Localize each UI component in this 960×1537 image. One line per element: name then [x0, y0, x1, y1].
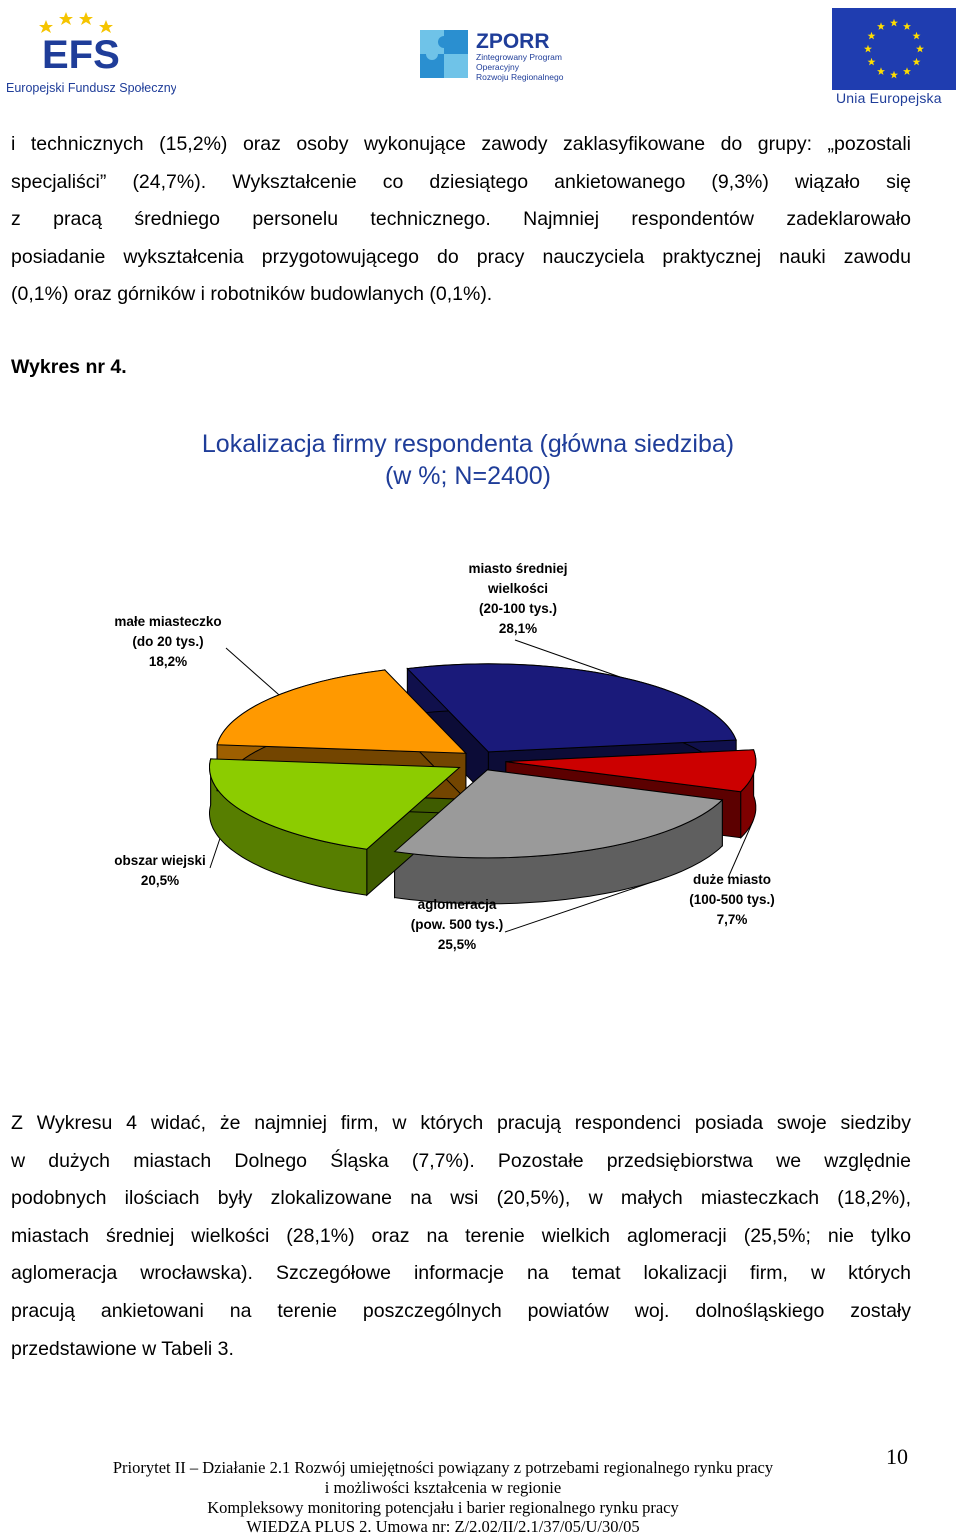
pie-chart — [0, 540, 960, 970]
efs-logo-text: EFS — [42, 33, 120, 77]
eu-flag-icon — [832, 8, 956, 90]
slice-label-duze-miasto — [672, 870, 792, 930]
slice-value-label: 7,7% — [716, 912, 748, 927]
eu-logo — [832, 8, 956, 108]
slice-label-line: miasto średniej — [468, 561, 568, 576]
paragraph-1-line: (0,1%) oraz górników i robotników budowlanych (0,1%). — [11, 283, 493, 306]
footer-line: WIEDZA PLUS 2. Umowa nr: Z/2.02/II/2.1/37/05/U/30/05 — [246, 1517, 640, 1536]
chart-title-block — [0, 428, 936, 492]
slice-label-line: (pow. 500 tys.) — [410, 917, 504, 932]
slice-value-label: 20,5% — [140, 873, 180, 888]
zporr-logo-text: ZPORR — [476, 30, 550, 53]
page-header — [0, 0, 960, 115]
slice-label-line: aglomeracja — [417, 897, 497, 912]
slice-label-obszar-wiejski — [100, 851, 220, 891]
slice-label-line: obszar wiejski — [114, 853, 206, 868]
page-number: 10 — [886, 1444, 908, 1469]
slice-label-line: małe miasteczko — [114, 614, 222, 629]
zporr-caption-2: Operacyjny — [476, 62, 519, 72]
paragraph-2 — [11, 1105, 911, 1368]
footer-line: Priorytet II – Działanie 2.1 Rozwój umiejętności powiązany z potrzebami regionalnego rynku pracy — [112, 1458, 774, 1477]
paragraph-1-line: posiadanie wykształcenia przygotowującego do pracy nauczyciela praktycznej nauki zawodu — [11, 245, 911, 268]
chart-title: Lokalizacja firmy respondenta (główna siedziba) — [201, 430, 735, 458]
slice-label-line: (100-500 tys.) — [689, 892, 775, 907]
footer-line: i możliwości kształcenia w regionie — [324, 1478, 562, 1497]
pie-leader-line — [226, 648, 279, 695]
figure-label: Wykres nr 4. — [11, 356, 127, 378]
slice-label-line: (20-100 tys.) — [478, 601, 558, 616]
slice-label-male-miasteczko — [108, 612, 228, 672]
slice-label-line: (do 20 tys.) — [132, 634, 204, 649]
paragraph-2-line: w dużych miastach Dolnego Śląska (7,7%). Pozostałe przedsiębiorstwa we względnie — [11, 1149, 911, 1172]
paragraph-2-line: przedstawione w Tabeli 3. — [11, 1337, 234, 1360]
paragraph-2-line: miastach średniej wielkości (28,1%) oraz na terenie wielkich aglomeracji (25,5%; nie tylko — [11, 1224, 911, 1247]
slice-value-label: 25,5% — [437, 937, 477, 952]
paragraph-1 — [11, 126, 911, 314]
efs-logo — [6, 6, 176, 98]
zporr-caption-3: Rozwoju Regionalnego — [476, 72, 564, 82]
slice-label-miasto-srednie — [458, 559, 578, 639]
slice-label-line: wielkości — [487, 581, 549, 596]
paragraph-1-line: z pracą średniego personelu technicznego. Najmniej respondentów zadeklarowało — [11, 208, 911, 231]
slice-label-aglomeracja — [398, 895, 516, 955]
zporr-caption-1: Zintegrowany Program — [476, 52, 562, 62]
paragraph-2-line: pracują ankietowani na terenie poszczególnych powiatów woj. dolnośląskiego zostały — [11, 1299, 911, 1322]
paragraph-2-line: podobnych ilościach były zlokalizowane na wsi (20,5%), w małych miasteczkach (18,2%), — [11, 1187, 911, 1210]
paragraph-1-line: specjaliści” (24,7%). Wykształcenie co dziesiątego ankietowanego (9,3%) wiązało się — [11, 170, 911, 193]
slice-value-label: 18,2% — [148, 654, 188, 669]
eu-caption: Unia Europejska — [836, 90, 942, 106]
paragraph-1-line: i technicznych (15,2%) oraz osoby wykonujące zawody zaklasyfikowane do grupy: „pozostali — [11, 133, 911, 155]
footer-line: Kompleksowy monitoring potencjału i barier regionalnego rynku pracy — [207, 1498, 679, 1517]
paragraph-2-line: aglomeracja wrocławska). Szczegółowe informacje na temat lokalizacji firm, w których — [11, 1262, 911, 1285]
paragraph-2-line: Z Wykresu 4 widać, że najmniej firm, w których pracują respondenci posiada swoje siedziby — [11, 1112, 911, 1134]
zporr-logo — [418, 20, 588, 90]
chart-subtitle: (w %; N=2400) — [384, 462, 552, 490]
efs-caption: Europejski Fundusz Społeczny — [6, 81, 176, 95]
slice-value-label: 28,1% — [498, 621, 538, 636]
slice-label-line: duże miasto — [692, 872, 771, 887]
